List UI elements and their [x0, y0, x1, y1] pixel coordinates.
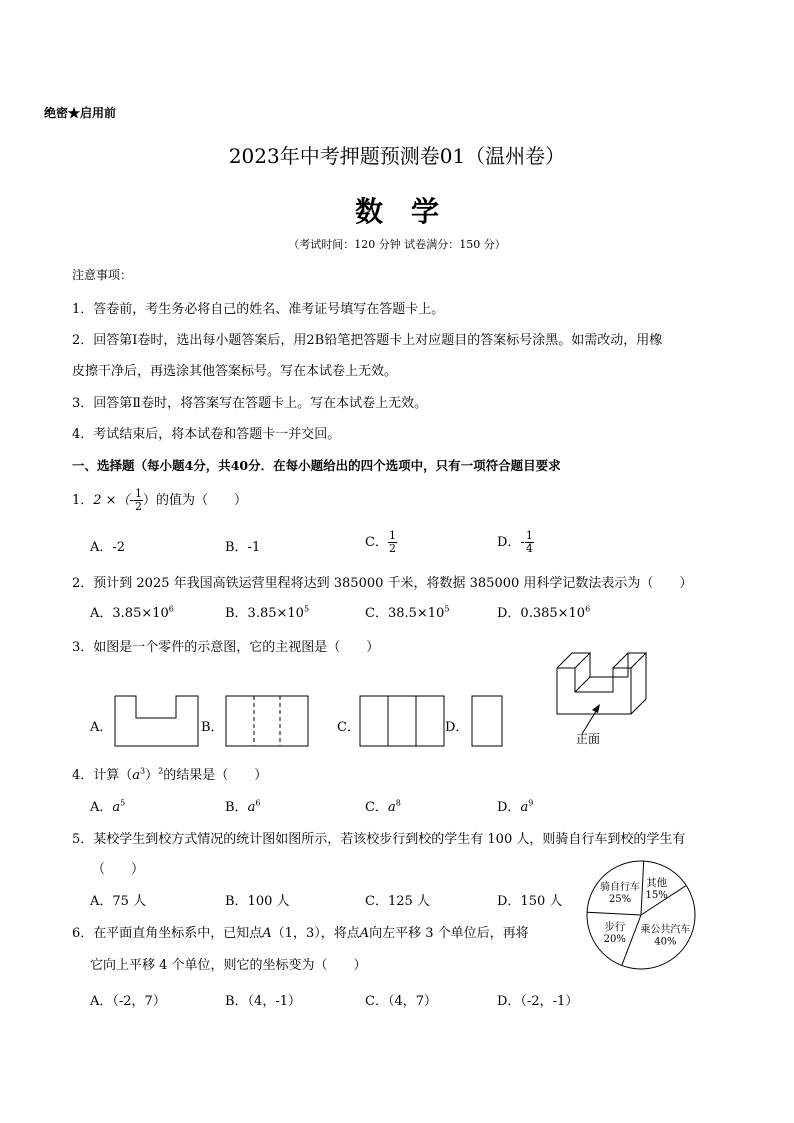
pie-slice-value: 15%: [645, 889, 668, 901]
pie-slice-value: 25%: [608, 893, 632, 905]
question-1-stem: 1．2 ×（- $\frac{1}{2}$ ）的值为（ ）: [72, 487, 247, 513]
q4-option-a: A．$a^5$: [90, 798, 126, 815]
question-3-stem: 3．如图是一个零件的示意图，它的主视图是（ ）: [72, 640, 380, 655]
option-b-figure: [226, 696, 308, 746]
q6-option-a: A．（-2，7）: [90, 994, 166, 1009]
q3-label-d: D．: [445, 720, 469, 735]
fraction: $\frac{1}{2}$: [134, 487, 142, 513]
question-4-stem: 4．计算$(a^3)^2$的结果是（ ）: [72, 766, 268, 783]
q2-option-a: A．$3.85\times 10^6$: [90, 604, 174, 621]
q6-option-b: B．（4，-1）: [225, 994, 301, 1009]
exam-time-info: （考试时间：120 分钟 试卷满分：150 分）: [288, 238, 506, 251]
q5-option-c: C．125 人: [365, 894, 430, 909]
q4-option-b: B．$a^6$: [225, 798, 261, 815]
pie-chart: [584, 858, 698, 972]
q3-label-b: B．: [201, 720, 224, 735]
part-3d-figure: [548, 646, 668, 746]
question-2-stem: 2．预计到 2025 年我国高铁运营里程将达到 385000 千米，将数据 385000 用科学记数法表示为（ ）: [72, 576, 693, 591]
question-6-stem: 6．在平面直角坐标系中，已知点A（1，3），将点A向左平移 3 个单位后，再将: [72, 926, 529, 941]
notice-item: 3．回答第Ⅱ卷时，将答案写在答题卡上。写在本试卷上无效。: [72, 396, 428, 411]
option-c-figure: [360, 696, 444, 746]
q1-option-a: A．-2: [90, 540, 126, 555]
q1-option-c: C． $\frac{1}{2}$: [365, 529, 396, 555]
pie-slice-value: 40%: [654, 936, 677, 948]
question-5-stem: 5．某校学生到校方式情况的统计图如图所示，若该校步行到校的学生有 100 人，则骑自行车到校的学生有: [72, 832, 686, 847]
exam-title: 2023年中考押题预测卷01（温州卷）: [228, 144, 566, 168]
option-d-figure: [472, 696, 502, 746]
q3-label-a: A．: [90, 720, 113, 735]
q2-option-d: D．$0.385\times 10^6$: [497, 604, 591, 621]
notice-item: 2．回答第Ⅰ卷时，选出每小题答案后，用2B铅笔把答题卡上对应题目的答案标号涂黑。如需改动，用橡: [72, 333, 663, 348]
q1-option-d: D．- $\frac{1}{4}$: [497, 529, 533, 555]
q6-option-d: D．（-2，-1）: [497, 994, 579, 1009]
q4-option-c: C．$a^8$: [365, 798, 401, 815]
pie-slice-value: 20%: [603, 934, 626, 946]
pie-slice-label: 步行: [604, 921, 626, 934]
subject-title: 数学: [354, 195, 467, 228]
question-6-stem-cont: 它向上平移 4 个单位，则它的坐标变为（ ）: [90, 958, 367, 973]
q2-option-b: B．$3.85\times 10^5$: [225, 604, 310, 621]
notice-title: 注意事项：: [72, 268, 133, 282]
q2-option-c: C．$38.5\times 10^5$: [365, 604, 450, 621]
q6-option-c: C．（4，7）: [365, 994, 437, 1009]
pie-slice-label: 骑自行车: [599, 881, 640, 893]
q3-label-c: C．: [337, 720, 360, 735]
pie-slice-label: 乘公共汽车: [640, 924, 691, 936]
question-5-stem-cont: （ ）: [92, 862, 145, 877]
notice-item: 4．考试结束后，将本试卷和答题卡一并交回。: [72, 427, 341, 442]
pie-slice-label: 其他: [646, 876, 668, 889]
option-a-figure: [115, 696, 198, 746]
q5-option-a: A．75 人: [90, 894, 147, 909]
q1-option-b: B．-1: [225, 540, 261, 555]
q3-options-figures: [110, 692, 510, 752]
section-heading: 一、选择题（每小题4分，共40分．在每小题给出的四个选项中，只有一项符合题目要求: [72, 458, 561, 473]
q5-option-b: B．100 人: [225, 894, 290, 909]
notice-item: 皮擦干净后，再选涂其他答案标号。写在本试卷上无效。: [72, 364, 398, 379]
confidential-mark: 绝密★启用前: [44, 106, 117, 120]
front-label: 正面: [576, 732, 601, 746]
q4-option-d: D．$a^9$: [497, 798, 534, 815]
notice-item: 1．答卷前，考生务必将自己的姓名、准考证号填写在答题卡上。: [72, 302, 445, 317]
q5-option-d: D．150 人: [497, 894, 563, 909]
